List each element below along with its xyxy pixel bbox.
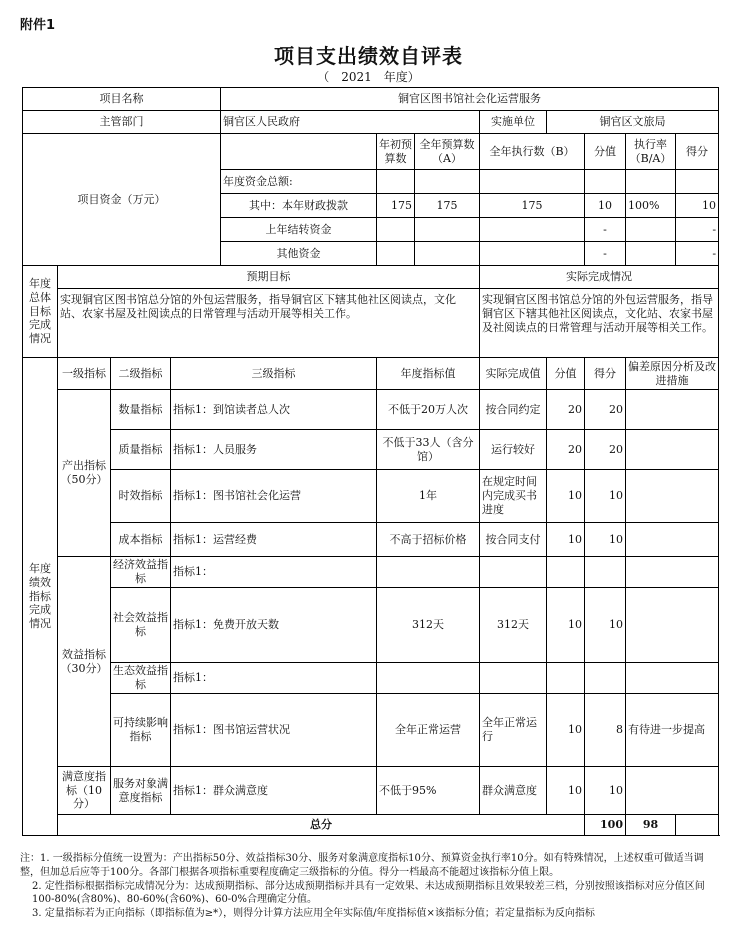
ind-value: 10 — [547, 470, 585, 523]
ind-value — [547, 663, 585, 694]
ind-l3: 指标1：免费开放天数 — [171, 588, 377, 663]
fiscal-score: 10 — [676, 194, 719, 218]
ind-reason — [626, 523, 719, 557]
impl-label: 实施单位 — [480, 111, 547, 134]
ind-reason — [626, 390, 719, 430]
initial-budget-header: 年初预算数 — [377, 134, 415, 170]
ind-target: 不低于20万人次 — [377, 390, 480, 430]
annual-budget-header: 全年预算数（A） — [415, 134, 480, 170]
ind-reason — [626, 557, 719, 588]
ind-reason — [626, 588, 719, 663]
ind-score: 10 — [585, 588, 626, 663]
evaluation-table — [22, 87, 719, 836]
attachment-label: 附件1 — [20, 18, 56, 33]
dept-row — [23, 111, 719, 134]
year-line: （ 2021 年度） — [317, 70, 420, 84]
ind-target: 全年正常运营 — [377, 694, 480, 767]
total-blank — [676, 815, 719, 836]
table-row — [23, 767, 719, 815]
table-row — [23, 663, 719, 694]
ind-actual — [480, 663, 547, 694]
indicator-section-label: 年度绩效指标完成情况 — [23, 358, 58, 836]
goal-label: 年度总体目标完成情况 — [23, 266, 58, 358]
ind-score: 20 — [585, 390, 626, 430]
project-name-row — [23, 88, 719, 111]
impl-value: 铜官区文旅局 — [547, 111, 719, 134]
ind-actual — [480, 557, 547, 588]
fiscal-rate: 100% — [626, 194, 676, 218]
ind-l2: 质量指标 — [111, 430, 171, 470]
funds-carry-label: 上年结转资金 — [221, 218, 377, 242]
ind-value: 10 — [547, 588, 585, 663]
goal-actual-header: 实际完成情况 — [480, 266, 719, 289]
ind-value: 20 — [547, 390, 585, 430]
ind-score: 20 — [585, 430, 626, 470]
dept-value: 铜官区人民政府 — [221, 111, 480, 134]
ind-actual-header: 实际完成值 — [480, 358, 547, 390]
ind-score-header: 得分 — [585, 358, 626, 390]
fiscal-annual: 175 — [415, 194, 480, 218]
note-2: 2. 定性指标根据指标完成情况分为：达成预期指标、部分达成预期指标并具有一定效果、未达成预期指标且效果较差三档，分别按照该指标对应分值区间100-80%(含80%)、80-60%(含60%)、60-0%合理确定分值。 — [32, 880, 705, 906]
output-group-label: 产出指标（50分） — [58, 390, 111, 557]
satisfaction-group-label: 满意度指标（10分） — [58, 767, 111, 815]
funds-total-label: 年度资金总额: — [221, 170, 377, 194]
table-row — [23, 430, 719, 470]
ind-l3: 指标1：到馆读者总人次 — [171, 390, 377, 430]
table-row — [23, 557, 719, 588]
benefit-group-label: 效益指标（30分） — [58, 557, 111, 767]
score-header: 得分 — [676, 134, 719, 170]
table-row — [23, 390, 719, 430]
carry-score: - — [676, 218, 719, 242]
ind-l3: 指标1：图书馆社会化运营 — [171, 470, 377, 523]
ind-actual: 运行较好 — [480, 430, 547, 470]
ind-reason: 有待进一步提高 — [626, 694, 719, 767]
ind-reason — [626, 470, 719, 523]
ind-l2-header: 二级指标 — [111, 358, 171, 390]
ind-l3: 指标1： — [171, 557, 377, 588]
ind-reason — [626, 767, 719, 815]
goal-expected: 实现铜官区图书馆总分馆的外包运营服务，指导铜官区下辖其他社区阅读点，文化站、农家书屋及社阅读点的日常管理与活动开展等相关工作。 — [58, 289, 480, 358]
ind-l3: 指标1：群众满意度 — [171, 767, 377, 815]
ind-target: 1年 — [377, 470, 480, 523]
total-score: 98 — [626, 815, 676, 836]
ind-l2: 社会效益指标 — [111, 588, 171, 663]
notes — [20, 852, 720, 921]
fiscal-initial: 175 — [377, 194, 415, 218]
ind-value: 10 — [547, 767, 585, 815]
ind-l1-header: 一级指标 — [58, 358, 111, 390]
other-value: - — [585, 242, 626, 266]
ind-actual: 在规定时间内完成买书进度 — [480, 470, 547, 523]
ind-l2: 成本指标 — [111, 523, 171, 557]
dept-label: 主管部门 — [23, 111, 221, 134]
ind-actual: 按合同支付 — [480, 523, 547, 557]
ind-score: 10 — [585, 523, 626, 557]
other-score: - — [676, 242, 719, 266]
ind-actual: 312天 — [480, 588, 547, 663]
carry-value: - — [585, 218, 626, 242]
score-value-header: 分值 — [585, 134, 626, 170]
ind-target — [377, 557, 480, 588]
indicator-header-row — [23, 358, 719, 390]
ind-l3: 指标1：人员服务 — [171, 430, 377, 470]
ind-l2: 生态效益指标 — [111, 663, 171, 694]
funds-fiscal-label: 其中：本年财政拨款 — [221, 194, 377, 218]
ind-target: 不低于95% — [377, 767, 480, 815]
ind-score: 8 — [585, 694, 626, 767]
total-row — [23, 815, 719, 836]
note-3: 3. 定量指标若为正向指标（即指标值为≥*），则得分计算方法应用全年实际值/年度指标值×该指标分值；若定量指标为反向指标 — [32, 908, 595, 920]
total-label: 总分 — [58, 815, 585, 836]
exec-rate-header: 执行率（B/A） — [626, 134, 676, 170]
funds-header-row — [23, 134, 719, 170]
ind-value: 10 — [547, 523, 585, 557]
goal-header-row — [23, 266, 719, 289]
ind-value-header: 分值 — [547, 358, 585, 390]
ind-target: 312天 — [377, 588, 480, 663]
fiscal-value: 10 — [585, 194, 626, 218]
ind-value — [547, 557, 585, 588]
ind-score — [585, 557, 626, 588]
ind-l2: 数量指标 — [111, 390, 171, 430]
ind-reason — [626, 430, 719, 470]
ind-l2: 可持续影响指标 — [111, 694, 171, 767]
ind-score — [585, 663, 626, 694]
ind-actual: 群众满意度 — [480, 767, 547, 815]
ind-reason-header: 偏差原因分析及改进措施 — [626, 358, 719, 390]
table-row — [23, 588, 719, 663]
ind-actual: 按合同约定 — [480, 390, 547, 430]
ind-score: 10 — [585, 767, 626, 815]
ind-target: 不低于33人（含分馆） — [377, 430, 480, 470]
ind-value: 20 — [547, 430, 585, 470]
ind-target-header: 年度指标值 — [377, 358, 480, 390]
funds-label: 项目资金（万元） — [23, 134, 221, 266]
table-row — [23, 470, 719, 523]
ind-l3: 指标1：运营经费 — [171, 523, 377, 557]
total-value: 100 — [585, 815, 626, 836]
goal-actual: 实现铜官区图书馆总分馆的外包运营服务，指导铜官区下辖其他社区阅读点，文化站、农家书屋及社阅读点的日常管理与活动开展等相关工作。 — [480, 289, 719, 358]
ind-value: 10 — [547, 694, 585, 767]
ind-target — [377, 663, 480, 694]
goal-expected-header: 预期目标 — [58, 266, 480, 289]
funds-other-label: 其他资金 — [221, 242, 377, 266]
funds-blank — [221, 134, 377, 170]
table-row — [23, 523, 719, 557]
ind-score: 10 — [585, 470, 626, 523]
ind-l3-header: 三级指标 — [171, 358, 377, 390]
table-row — [23, 694, 719, 767]
ind-l2: 服务对象满意度指标 — [111, 767, 171, 815]
page-title: 项目支出绩效自评表 — [274, 44, 463, 68]
goal-content-row — [23, 289, 719, 358]
ind-l3: 指标1：图书馆运营状况 — [171, 694, 377, 767]
ind-reason — [626, 663, 719, 694]
ind-l2: 经济效益指标 — [111, 557, 171, 588]
fiscal-exec: 175 — [480, 194, 585, 218]
project-name-value: 铜官区图书馆社会化运营服务 — [221, 88, 719, 111]
project-name-label: 项目名称 — [23, 88, 221, 111]
ind-l2: 时效指标 — [111, 470, 171, 523]
annual-exec-header: 全年执行数（B） — [480, 134, 585, 170]
ind-target: 不高于招标价格 — [377, 523, 480, 557]
ind-l3: 指标1： — [171, 663, 377, 694]
ind-actual: 全年正常运行 — [480, 694, 547, 767]
note-1: 注：1. 一级指标分值统一设置为：产出指标50分、效益指标30分、服务对象满意度指标10分、预算资金执行率10分。如有特殊情况，上述权重可做适当调整，但加总后应等于100分。各部门根据各项指标重要程度确定三级指标的分值。得分一档最高不能超过该指标分值上限。 — [20, 853, 704, 878]
